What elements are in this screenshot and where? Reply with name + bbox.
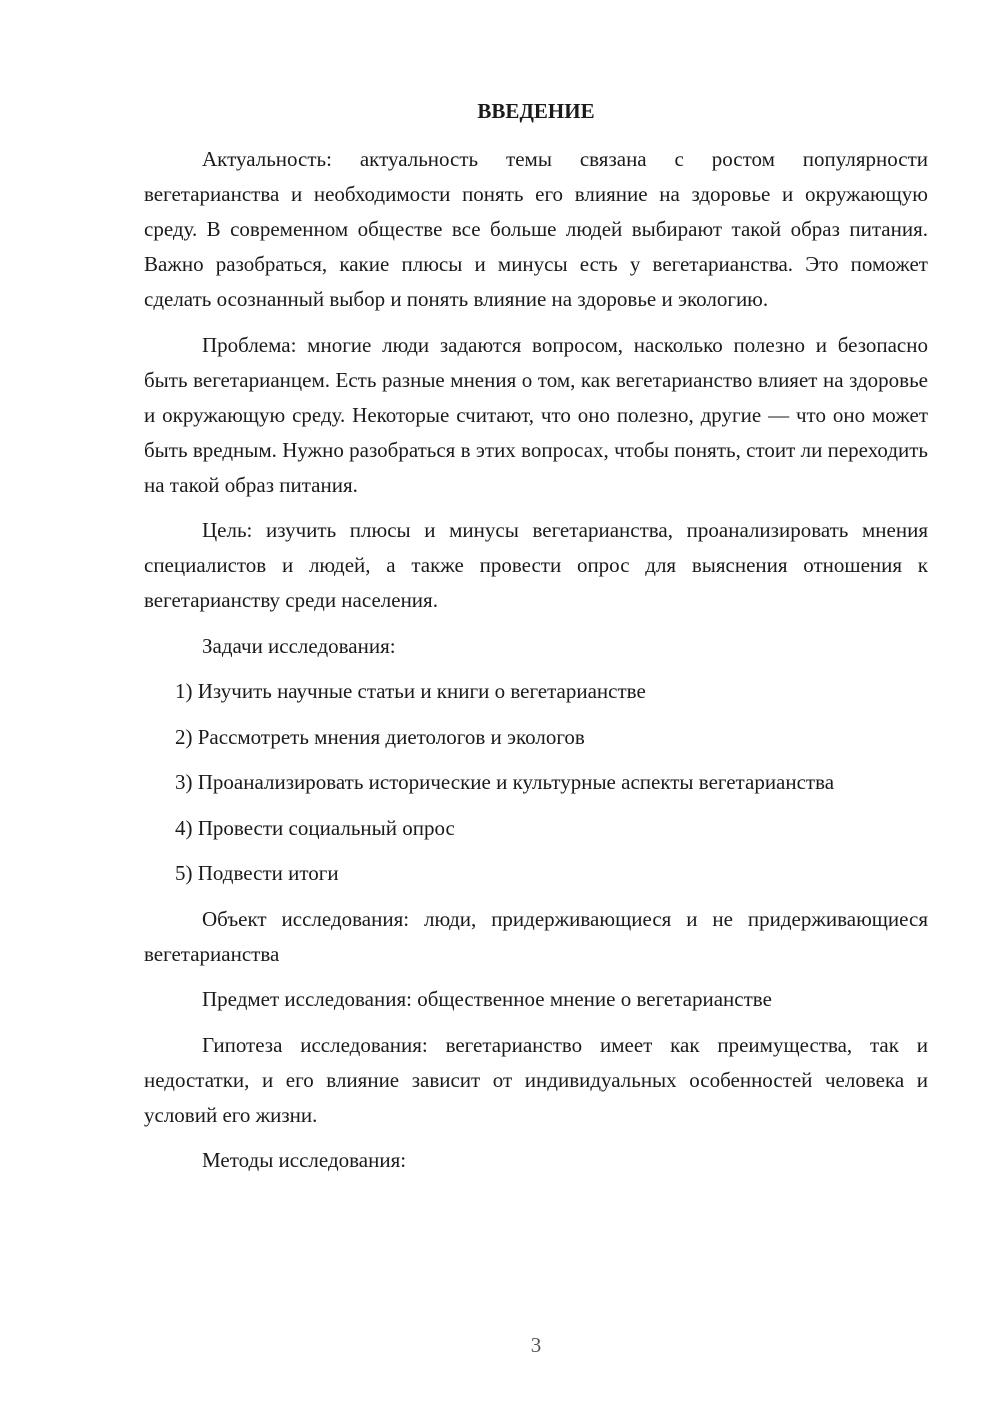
- document-page: [144, 0, 928, 1414]
- relevance-paragraph: Актуальность: актуальность темы связана с ростом популярности вегетарианства и необходимости понять его влияние на здоровье и окружающую среду. В современном обществе все больше людей выбирают такой образ питания. Важно разобраться, какие плюсы и минусы есть у вегетарианства. Это поможет сделать осознанный выбор и понять влияние на здоровье и экологию.: [144, 147, 928, 311]
- goal-paragraph: Цель: изучить плюсы и минусы вегетарианства, проанализировать мнения специалистов и людей, а также провести опрос для выяснения отношения к вегетарианству среди населения.: [144, 518, 928, 612]
- task-item-2: 2) Рассмотреть мнения диетологов и экологов: [175, 724, 585, 749]
- problem-paragraph: Проблема: многие люди задаются вопросом, насколько полезно и безопасно быть вегетарианцем. Есть разные мнения о том, как вегетарианство влияет на здоровье и окружающую среду. Некоторые считают, что оно полезно, другие — что оно может быть вредным. Нужно разобраться в этих вопросах, чтобы понять, стоит ли переходить на такой образ питания.: [144, 332, 928, 497]
- section-heading: ВВЕДЕНИЕ: [477, 99, 595, 123]
- hypothesis-paragraph: Гипотеза исследования: вегетарианство имеет как преимущества, так и недостатки, и его влияние зависит от индивидуальных особенностей человека и условий его жизни.: [144, 1032, 928, 1127]
- task-item-1: 1) Изучить научные статьи и книги о вегетарианстве: [175, 679, 646, 703]
- page-number: 3: [530, 1333, 542, 1357]
- task-item-3: 3) Проанализировать исторические и культурные аспекты вегетарианства: [175, 770, 835, 794]
- object-paragraph: Объект исследования: люди, придерживающиеся и не придерживающиеся вегетарианства: [144, 906, 928, 966]
- tasks-heading: Задачи исследования:: [202, 633, 396, 658]
- subject-paragraph: Предмет исследования: общественное мнение о вегетарианстве: [202, 987, 772, 1011]
- document-body: [144, 142, 928, 1189]
- methods-heading: Методы исследования:: [202, 1148, 407, 1172]
- task-item-4: 4) Провести социальный опрос: [175, 815, 455, 840]
- task-item-5: 5) Подвести итоги: [175, 861, 339, 885]
